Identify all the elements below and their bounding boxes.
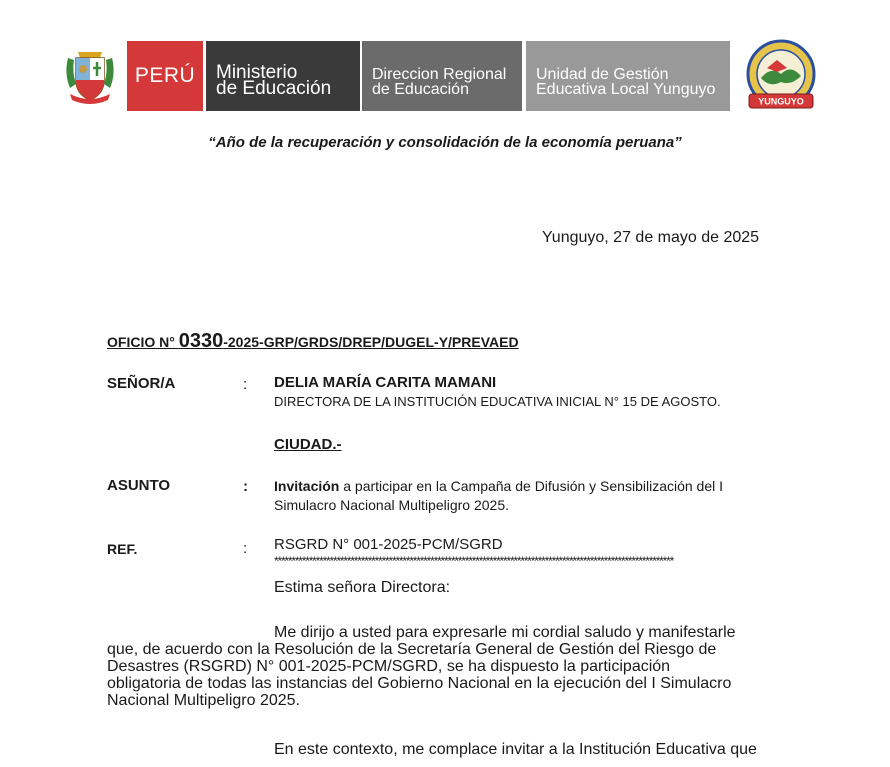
ministerio-line-1: Ministerio — [216, 62, 298, 83]
recipient-title: DIRECTORA DE LA INSTITUCIÓN EDUCATIVA INICIAL N° 15 DE AGOSTO. — [274, 394, 721, 409]
body-p2-line-1: En este contexto, me complace invitar a la Institución Educativa que — [274, 741, 757, 758]
peru-label: PERÚ — [134, 64, 196, 87]
asunto-bold: Invitación — [274, 478, 340, 494]
asunto-line-2: Simulacro Nacional Multipeligro 2025. — [274, 497, 510, 513]
body-p1-line-3: Desastres (RSGRD) N° 001-2025-PCM/SGRD, se ha dispuesto la participación — [107, 658, 671, 675]
senora-colon: : — [243, 376, 248, 393]
direccion-line-2: de Educación — [372, 81, 469, 98]
oficio-heading — [107, 330, 519, 353]
salutation: Estima señora Directora: — [274, 579, 451, 596]
ref-separator: ******************************************************************************************************************* — [274, 556, 674, 566]
oficio-prefix: OFICIO N° — [107, 334, 179, 350]
asunto-line-1 — [274, 478, 723, 494]
senora-label: SEÑOR/A — [107, 375, 176, 392]
unidad-line-2: Educativa Local Yunguyo — [536, 81, 716, 98]
ref-colon: : — [243, 540, 248, 557]
oficio-number: 0330 — [178, 330, 224, 352]
recipient-name: DELIA MARÍA CARITA MAMANI — [274, 374, 497, 391]
ugel-block — [526, 41, 730, 111]
direccion-line-1: Direccion Regional — [372, 66, 507, 83]
ref-value: RSGRD N° 001-2025-PCM/SGRD — [274, 536, 503, 553]
body-p1-line-4: obligatoria de todas las instancias del Gobierno Nacional en la ejecución del I Simulacro — [107, 675, 732, 692]
ministerio-block — [206, 41, 360, 111]
body-p1-line-2: que, de acuerdo con la Resolución de la Secretaría General de Gestión del Riesgo de — [107, 641, 717, 658]
body-p1-line-5: Nacional Multipeligro 2025. — [107, 692, 300, 709]
asunto-line-1-rest: a participar en la Campaña de Difusión y Sensibilización del I — [339, 478, 724, 494]
date-line: Yunguyo, 27 de mayo de 2025 — [542, 229, 760, 246]
oficio-suffix: -2025-GRP/GRDS/DREP/DUGEL-Y/PREVAED — [223, 334, 519, 350]
ugel-yunguyo-seal-icon — [743, 38, 819, 114]
ministerio-line-2: de Educación — [216, 78, 332, 99]
body-p1-line-1: Me dirijo a usted para expresarle mi cordial saludo y manifestarle — [274, 624, 736, 641]
asunto-colon: : — [243, 478, 248, 495]
direccion-regional-block — [362, 41, 522, 111]
recipient-city: CIUDAD.- — [274, 436, 342, 453]
peru-brand-block — [127, 41, 203, 111]
peru-coat-of-arms-icon — [62, 44, 118, 110]
year-motto: “Año de la recuperación y consolidación de la economía peruana” — [208, 134, 682, 151]
asunto-label: ASUNTO — [107, 477, 171, 494]
seal-text: YUNGUYO — [758, 96, 804, 107]
unidad-line-1: Unidad de Gestión — [536, 66, 669, 83]
ref-label: REF. — [107, 541, 138, 557]
